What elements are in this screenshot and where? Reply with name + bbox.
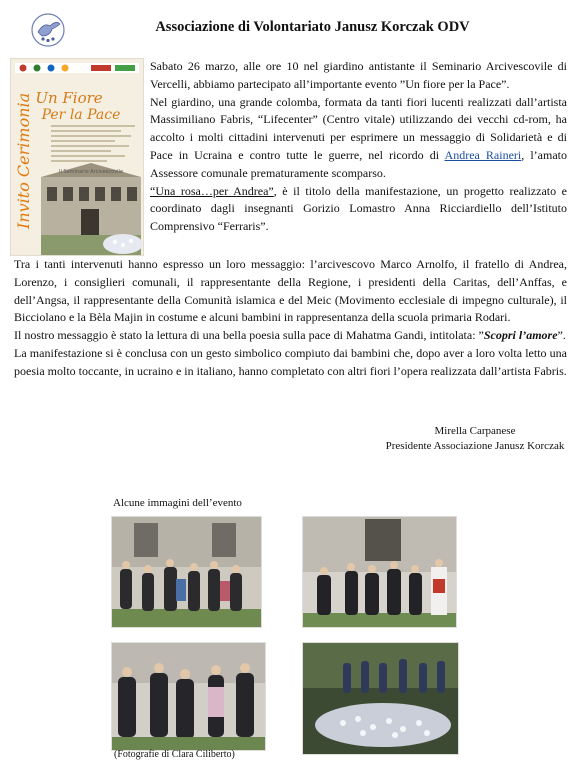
signature-role: Presidente Associazione Janusz Korczak [385, 440, 565, 452]
event-photo-1 [111, 516, 262, 628]
body-paragraph-conclusion: La manifestazione si è conclusa con un gesto simbolico compiuto dai bambini che, dopo aver a loro volta letto una poesia molto toccante, in ucraino e in italiano, hanno completato con altri fiori l’opera realizzata dall’artista Fabris. [14, 345, 567, 378]
event-photo-3 [111, 642, 266, 751]
intro-text [150, 58, 567, 236]
page-title: Associazione di Volontariato Janusz Korczak ODV [155, 19, 470, 35]
poster-vertical-text: Invito Cerimonia [14, 92, 33, 229]
intro-paragraph-3: “Una rosa…per Andrea”, è il titolo della manifestazione, un progetto realizzato e coordinato dagli insegnanti Gorizio Lomastro Anna Ricciardiello dell’Istituto Comprensivo “Ferraris”. [150, 183, 567, 234]
body-paragraph-speakers: Tra i tanti intervenuti hanno espresso un loro messaggio: l’arcivescovo Marco Arnolfo, il fratello di Andrea, Lorenzo, i consiglieri comunali, il rappresentante della Regione, i presidenti della Caritas, dell’Anffas, e dell’Angsa, il rappresentante della Comunità islamica e del Meic (Movimento ecclesiale di impegno culturale), il Bicciolano e la Bèla Majin in costume e alcuni bambini in rappresentanza della scuola primaria Rodari. [14, 257, 567, 325]
poster-title-line2: Per la Pace [41, 107, 121, 123]
event-photo-4 [302, 642, 459, 755]
body-text [14, 256, 567, 381]
photo-credit: (Fotografie di Clara Ciliberto) [114, 749, 235, 760]
event-poster [10, 58, 144, 256]
body-paragraph-poem: Il nostro messaggio è stato la lettura di una bella poesia sulla pace di Mahatma Gandi, intitolata: ”Scopri l’amore”. [14, 328, 566, 343]
gallery-caption: Alcune immagini dell’evento [113, 497, 242, 509]
event-title-underlined: “Una rosa…per Andrea” [150, 183, 274, 198]
event-photo-2 [302, 516, 457, 628]
poem-title: Scopri l’amore [483, 328, 558, 343]
signature-name: Mirella Carpanese [434, 425, 516, 437]
intro-paragraph-1: Sabato 26 marzo, alle ore 10 nel giardino antistante il Seminario Arcivescovile di Vercelli, abbiamo partecipato all’importante evento ”Un fiore per la Pace”. [150, 59, 567, 91]
intro-paragraph-2: Nel giardino, una grande colomba, formata da tanti fiori lucenti realizzati dall’artista Massimiliano Fabris, “Lifecenter” (Centro vitale) utilizzando dei vecchi cd-rom, ha accolto i molti cittadini intervenuti per esprimere un messaggio di Solidarietà e di Pace in Ucraina e contro tutte le guerre, nel ricordo di Andrea Raineri, l’amato Assessore comunale prematuramente scomparso. [150, 94, 568, 180]
poster-caption: Il Seminario Arcivescovile [58, 169, 124, 175]
poster-title-line1: Un Fiore [35, 89, 103, 107]
poster-illustration [11, 59, 143, 255]
andrea-raineri-link[interactable]: Andrea Raineri [444, 147, 522, 162]
signature-block [330, 424, 585, 454]
